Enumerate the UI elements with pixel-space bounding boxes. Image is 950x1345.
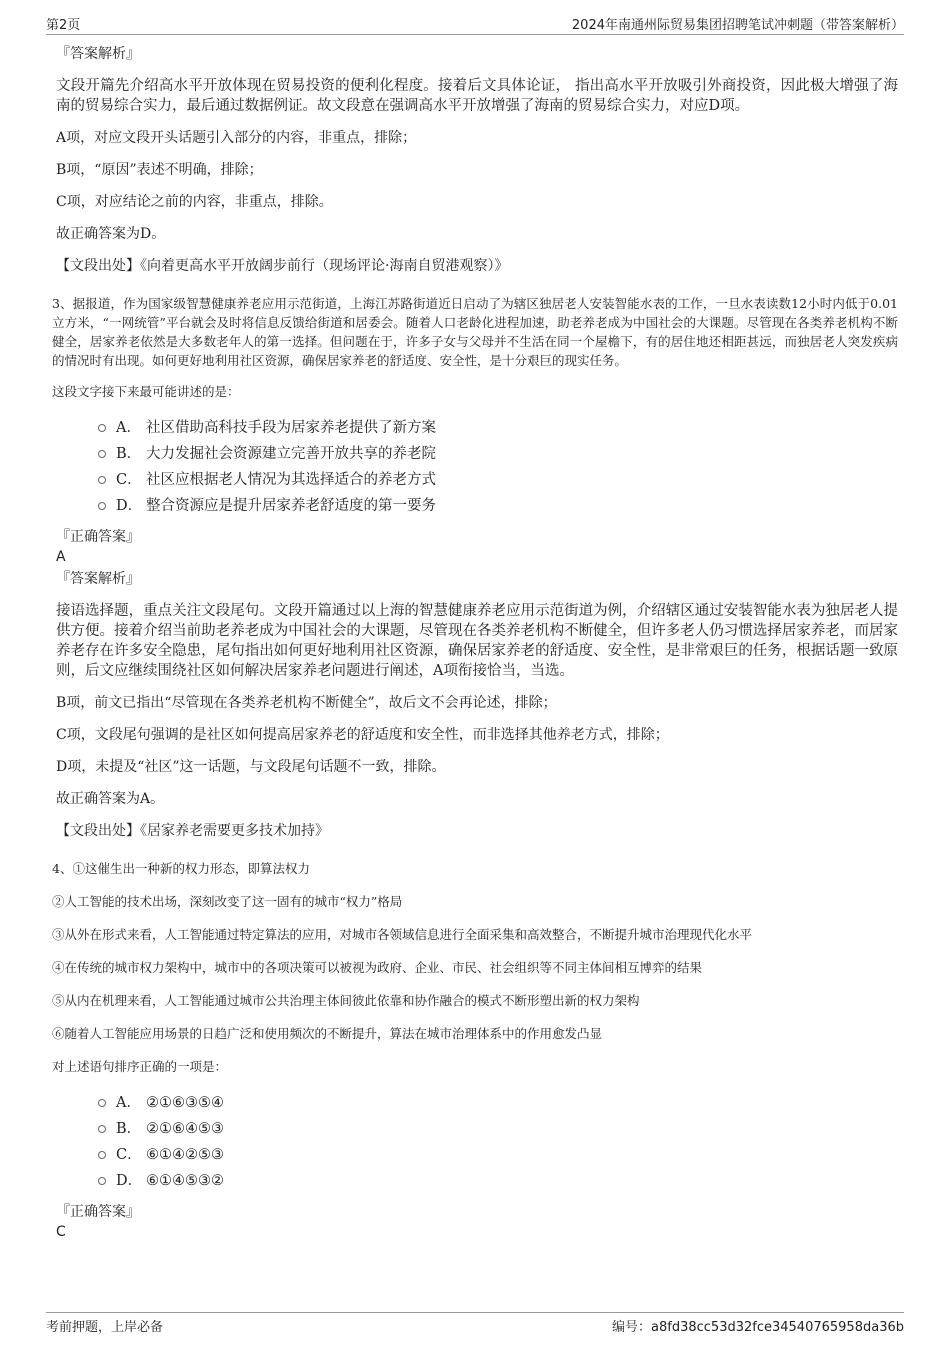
- analysis-paragraph: 文段开篇先介绍高水平开放体现在贸易投资的便利化程度。接着后文具体论证， 指出高水平开放吸引外商投资，因此极大增强了海南的贸易综合实力，最后通过数据例证。故文段意在强调高水平开放增强了海南的贸易综合实力，对应D项。: [56, 78, 898, 114]
- question-4-sentence: ⑥随着人工智能应用场景的日趋广泛和使用频次的不断提升，算法在城市治理体系中的作用愈发凸显: [52, 1026, 603, 1041]
- option-d[interactable]: [56, 1168, 898, 1194]
- option-letter: B．: [116, 446, 142, 462]
- analysis-paragraph: C项，文段尾句强调的是社区如何提高居家养老的舒适度和安全性，而非选择其他养老方式，排除；: [56, 727, 669, 743]
- analysis-paragraph: C项，对应结论之前的内容，非重点，排除。: [56, 194, 333, 210]
- analysis-paragraph: A项，对应文段开头话题引入部分的内容，非重点，排除；: [56, 130, 417, 146]
- footer-slogan: 考前押题，上岸必备: [46, 1320, 164, 1335]
- option-d[interactable]: [56, 493, 898, 519]
- option-text: ②①⑥③⑤④: [146, 1095, 224, 1111]
- analysis-paragraph: 接语选择题，重点关注文段尾句。文段开篇通过以上海的智慧健康养老应用示范街道为例，介绍辖区通过安装智能水表为独居老人提供方便。接着介绍当前助老养老成为中国社会的大课题，尽管现在各类养老机构不断健全，但许多老人仍习惯选择居家养老，而居家养老存在许多安全隐患，尾句指出如何更好地利用社区资源，确保居家养老的舒适度、安全性，是非常艰巨的任务，根据话题一致原则，后文应继续围绕社区如何解决居家养老问题进行阐述，A项衔接恰当，当选。: [56, 603, 898, 679]
- document-code-label: 编号：: [612, 1320, 652, 1335]
- correct-answer-label: 『正确答案』: [56, 529, 140, 545]
- document-title: 2024年南通州际贸易集团招聘笔试冲刺题（带答案解析）: [571, 18, 904, 33]
- option-text: 大力发掘社会资源建立完善开放共享的养老院: [146, 446, 436, 462]
- radio-icon[interactable]: [98, 424, 106, 432]
- question-4-sentence: ④在传统的城市权力架构中，城市中的各项决策可以被视为政府、企业、市民、社会组织等不同主体间相互博弈的结果: [52, 960, 703, 975]
- page-header: [46, 14, 904, 35]
- analysis-paragraph: B项，前文已指出“尽管现在各类养老机构不断健全”，故后文不会再论述，排除；: [56, 695, 557, 711]
- analysis-paragraph: 故正确答案为A。: [56, 791, 165, 807]
- correct-answer: A: [56, 549, 66, 565]
- question-4-options: [56, 1090, 898, 1194]
- option-text: 社区应根据老人情况为其选择适合的养老方式: [146, 472, 436, 488]
- radio-icon[interactable]: [98, 450, 106, 458]
- option-text: 社区借助高科技手段为居家养老提供了新方案: [146, 420, 436, 436]
- option-letter: C．: [116, 1147, 142, 1163]
- radio-icon[interactable]: [98, 502, 106, 510]
- document-code: [612, 1316, 904, 1335]
- radio-icon[interactable]: [98, 1151, 106, 1159]
- question-4-prompt: 对上述语句排序正确的一项是：: [52, 1059, 228, 1074]
- radio-icon[interactable]: [98, 1177, 106, 1185]
- question-4-sentence: ②人工智能的技术出场，深刻改变了这一固有的城市“权力”格局: [52, 894, 403, 909]
- option-letter: A．: [116, 1095, 141, 1111]
- option-text: ②①⑥④⑤③: [146, 1121, 224, 1137]
- option-letter: D．: [116, 498, 143, 514]
- radio-icon[interactable]: [98, 1125, 106, 1133]
- option-text: 整合资源应是提升居家养老舒适度的第一要务: [146, 498, 436, 514]
- option-letter: B．: [116, 1121, 142, 1137]
- option-a[interactable]: [56, 415, 898, 441]
- option-c[interactable]: [56, 1142, 898, 1168]
- page-footer: [46, 1312, 904, 1335]
- question-4-sentence: ⑤从内在机理来看，人工智能通过城市公共治理主体间彼此依靠和协作融合的模式不断形塑出新的权力架构: [52, 993, 640, 1008]
- radio-icon[interactable]: [98, 476, 106, 484]
- source-citation: 【文段出处】《居家养老需要更多技术加持》: [56, 823, 329, 839]
- option-a[interactable]: [56, 1090, 898, 1116]
- option-letter: D．: [116, 1173, 143, 1189]
- page-number: 第2页: [46, 18, 81, 33]
- option-b[interactable]: [56, 1116, 898, 1142]
- question-3-options: [56, 415, 898, 519]
- option-c[interactable]: [56, 467, 898, 493]
- correct-answer-label: 『正确答案』: [56, 1204, 140, 1220]
- analysis-paragraph: 故正确答案为D。: [56, 226, 166, 242]
- analysis-label: 『答案解析』: [56, 571, 140, 587]
- document-code-value: a8fd38cc53d32fce34540765958da36b: [651, 1320, 904, 1335]
- radio-icon[interactable]: [98, 1099, 106, 1107]
- question-3-text: 3、据报道，作为国家级智慧健康养老应用示范街道，上海江苏路街道近日启动了为辖区独居老人安装智能水表的工作，一旦水表读数12小时内低于0.01立方米，“一网统管”平台就会及时将信息反馈给街道和居委会。随着人口老龄化进程加速，助老养老成为中国社会的大课题。尽管现在各类养老机构不断健全，居家养老依然是大多数老年人的第一选择。但问题在于，许多子女与父母并不生活在同一个屋檐下，有的居住地还相距甚远，而独居老人突发疾病的情况时有出现。如何更好地利用社区资源，确保居家养老的舒适度、安全性，是十分艰巨的现实任务。: [52, 296, 898, 368]
- page-content: [52, 44, 898, 1244]
- analysis-paragraph: D项，未提及“社区”这一话题，与文段尾句话题不一致，排除。: [56, 759, 446, 775]
- question-4-sentence: ③从外在形式来看，人工智能通过特定算法的应用，对城市各领域信息进行全面采集和高效整合，不断提升城市治理现代化水平: [52, 927, 753, 942]
- option-text: ⑥①④②⑤③: [146, 1147, 224, 1163]
- option-b[interactable]: [56, 441, 898, 467]
- analysis-paragraph: B项，“原因”表述不明确，排除；: [56, 162, 263, 178]
- question-4-sentence: 4、①这催生出一种新的权力形态，即算法权力: [52, 861, 310, 876]
- source-citation: 【文段出处】《向着更高水平开放阔步前行（现场评论·海南自贸港观察）》: [56, 258, 509, 274]
- option-text: ⑥①④⑤③②: [146, 1173, 224, 1189]
- analysis-label: 『答案解析』: [56, 46, 140, 62]
- option-letter: C．: [116, 472, 142, 488]
- question-3-prompt: 这段文字接下来最可能讲述的是：: [52, 384, 240, 399]
- option-letter: A．: [116, 420, 141, 436]
- correct-answer: C: [56, 1224, 66, 1240]
